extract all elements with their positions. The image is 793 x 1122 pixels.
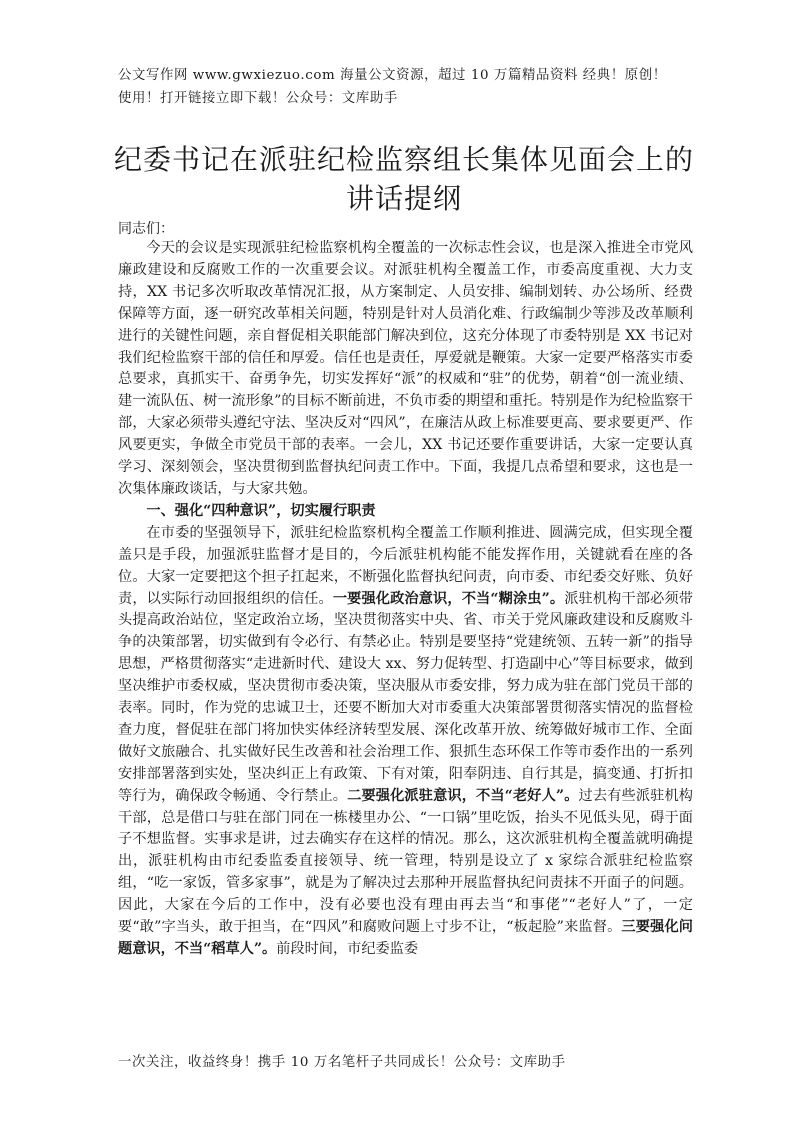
paragraph-text: 在市委的坚强领导下，派驻纪检监察机构全覆盖工作顺利推进、圆满完成，但实现全覆盖只是手段，加强派驻监督才是目的，今后派驻机构能不能发挥作用，关键就看在座的各位。大家一定要把这个担子扛起来，不断强化监督执纪问责，向市委、市纪委交好账、负好责，以实际行动回报组织的信任。 (118, 524, 693, 607)
footer-promo-line: 一次关注，收益终身！携手 10 万名笔杆子共同成长！公众号：文库助手 (118, 1055, 566, 1070)
paragraph-intro: 今天的会议是实现派驻纪检监察机构全覆盖的一次标志性会议，也是深入推进全市党风廉政建设和反腐败工作的一次重要会议。对派驻机构全覆盖工作，市委高度重视、大力支持，XX 书记多次听取改革情况汇报，从方案制定、人员安排、编制划转、办公场所、经费保障等方面，逐一研究改革相关问题，特别是针对人员消化难、行政编制少等涉及改革顺利进行的关键性问题，亲自督促相关职能部门解决到位，这充分体现了市委特别是 XX 书记对我们纪检监察干部的信任和厚爱。信任也是责任，厚爱就是鞭策。大家一定要严格落实市委总要求，真抓实干、奋勇争先，切实发挥好“派”的权威和“驻”的优势，朝着“创一流业绩、建一流队伍、树一流形象”的目标不断前进，不负市委的期望和重托。特别是作为纪检监察干部，大家必须带头遵纪守法、坚决反对“四风”，在廉洁从政上标准要更高、要求要更严、作风要更实，争做全市党员干部的表率。一会儿，XX 书记还要作重要讲话，大家一定要认真学习、深刻领会，坚决贯彻到监督执纪问责工作中。下面，我提几点希望和要求，这也是一次集体廉政谈话，与大家共勉。 (118, 240, 693, 497)
document-body (118, 238, 693, 961)
paragraph-section-1 (118, 523, 693, 961)
document-title-line-1: 纪委书记在派驻纪检监察组长集体见面会上的 (113, 143, 694, 176)
point-heading-political: 一要强化政治意识，不当“糊涂虫”。 (332, 590, 565, 607)
greeting: 同志们： (118, 221, 174, 237)
paragraph-text: 过去有些派驻机构干部，总是借口与驻在部门同在一栋楼里办公、“一口锅”里吃饭，抬头不见低头见，碍于面子不想监督。实事求是讲，过去确实存在这样的情况。那么，这次派驻机构全覆盖就明确提出，派驻机构由市纪委监委直接领导、统一管理，特别是设立了 x 家综合派驻纪检监察组，“吃一家饭，管多家事”，就是为了解决过去那种开展监督执纪问责抹不开面子的问题。因此，大家在今后的工作中，没有必要也没有理由再去当“和事佬”“老好人”了，一定要“敢”字当头，敢于担当，在“四风”和腐败问题上寸步不让，“板起脸”来监督。 (118, 787, 693, 936)
header-promo-line-2: 使用！打开链接立即下载！公众号：文库助手 (118, 91, 398, 106)
section-heading-1: 一、强化“四种意识”，切实履行职责 (146, 502, 376, 519)
paragraph-text: 派驻机构干部必须带头提高政治站位，坚定政治立场，坚决贯彻落实中央、省、市关于党风廉政建设和反腐败斗争的决策部署，切实做到有令必行、有禁必止。特别是要坚持“党建统领、五转一新”的指导思想，严格贯彻落实“走进新时代、建设大 xx、努力促转型、打造副中心”等目标要求，做到坚决维护市委权威，坚决贯彻市委决策，坚决服从市委安排，努力成为驻在部门党员干部的表率。同时，作为党的忠诚卫士，还要不断加大对市委重大决策部署贯彻落实情况的监督检查力度，督促驻在部门将加快实体经济转型发展、深化改革开放、统筹做好城市工作、全面做好文旅融合、扎实做好民生改善和社会治理工作、狠抓生态环保工作等市委作出的一系列安排部署落到实处，坚决纠正上有政策、下有对策，阳奉阴违、自行其是，搞变通、打折扣等行为，确保政令畅通、令行禁止。 (118, 590, 693, 804)
point-heading-resident: 二要强化派驻意识，不当“老好人”。 (347, 787, 579, 804)
paragraph-text: 前段时间，市纪委监委 (276, 941, 419, 957)
point-heading-problem: 三要强化问题意识，不当“稻草人”。 (118, 919, 693, 957)
document-title-line-2: 讲话提纲 (345, 182, 462, 215)
header-promo-line-1: 公文写作网 www.gwxiezuo.com 海量公文资源，超过 10 万篇精品资料 经典！原创！ (118, 68, 667, 83)
